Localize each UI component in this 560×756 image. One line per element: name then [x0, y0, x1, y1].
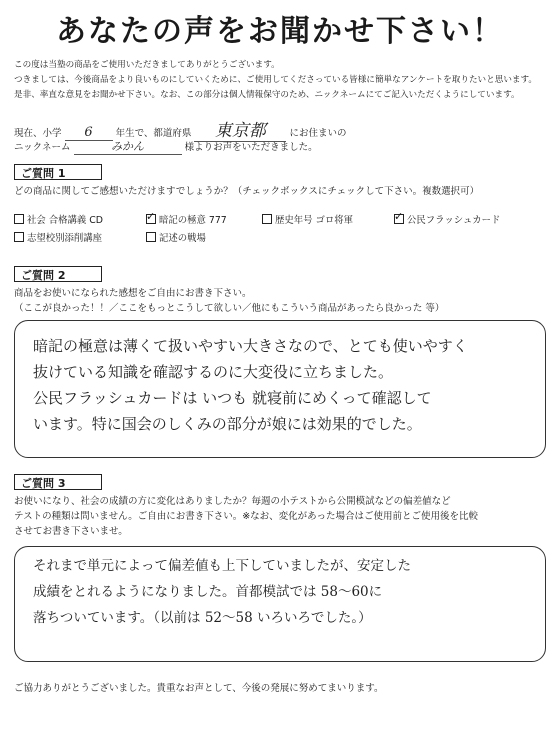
option-shakai-cd[interactable]: [14, 212, 103, 226]
option-kijutsu[interactable]: [146, 230, 206, 244]
checkbox-komin-flash[interactable]: [394, 214, 404, 224]
nickname-prefix: ニックネーム: [14, 142, 71, 153]
prefecture-suffix: にお住まいの: [289, 128, 347, 139]
intro-text: この度は当塾の商品をご使用いただきましてありがとうございます。 つきましては、今後商品をより良いものにしていくために、ご使用してくださっている皆様に簡単なアンケートを取りたいと思います。 是非、率直な意見をお聞かせ下さい。なお、この部分は個人情報保守のため、ニックネームにてご記入いただくようにしています。: [14, 60, 538, 100]
answer-2-box[interactable]: [14, 320, 546, 458]
checkbox-shiboukou[interactable]: [14, 232, 24, 242]
grade-suffix: 年生で、都道府県: [115, 128, 192, 139]
option-shiboukou[interactable]: [14, 230, 102, 244]
checkbox-kijutsu[interactable]: [146, 232, 156, 242]
option-label: 歴史年号 ゴロ将軍: [275, 215, 353, 226]
question-3-text: お使いになり、社会の成績の方に変化はありましたか？毎週の小テストから公開模試などの偏差値など テストの種類は問いません。ご自由にお書き下さい。※なお、変化があった場合はご使用前とご使用後を比較 させてお書き下さいませ。: [14, 496, 479, 537]
option-anki-gokui[interactable]: [146, 212, 227, 226]
question-1-text: どの商品に関してご感想いただけますでしょうか？（チェックボックスにチェックして下さい。複数選択可）: [14, 186, 480, 197]
question-2-label: ご質問 2: [14, 266, 102, 282]
answer-3-text: それまで単元によって偏差値も上下していましたが、安定した 成績をとれるようになりました。首都模試では 58〜60に 落ちついています。（以前は 52〜58 いろいろでした。）: [33, 558, 411, 626]
checkbox-anki-gokui[interactable]: [146, 214, 156, 224]
question-3-label: ご質問 3: [14, 474, 102, 490]
option-komin-flash[interactable]: [394, 212, 500, 226]
grade-prefix: 現在、小学: [14, 128, 62, 139]
option-label: 記述の戦場: [159, 233, 206, 244]
option-label: 社会 合格講義 CD: [27, 215, 103, 226]
option-label: 志望校別添削講座: [27, 233, 103, 244]
grade-field[interactable]: 6: [65, 125, 113, 141]
nickname-row: [14, 138, 318, 155]
checkbox-rekishi-goro[interactable]: [262, 214, 272, 224]
nickname-suffix: 様よりお声をいただきました。: [184, 142, 318, 153]
question-1-label: ご質問 1: [14, 164, 102, 180]
answer-2-text: 暗記の極意は薄くて扱いやすい大きさなので、とても使いやすく 抜けている知識を確認するのに大変役に立ちました。 公民フラッシュカードは いつも 就寝前にめくって確認して います。特に国会のしくみの部分が娘には効果的でした。: [33, 337, 468, 433]
footer-text: ご協力ありがとうございました。貴重なお声として、今後の発展に努めてまいります。: [14, 683, 384, 694]
answer-3-box[interactable]: [14, 546, 546, 662]
question-2-text: 商品をお使いになられた感想をご自由にお書き下さい。 （ここが良かった！！／ここをもっとこうして欲しい／他にもこういう商品があったら良かった 等）: [14, 288, 445, 314]
option-label: 暗記の極意 777: [159, 215, 227, 226]
checkbox-shakai-cd[interactable]: [14, 214, 24, 224]
option-label: 公民フラッシュカード: [407, 215, 501, 226]
option-rekishi-goro[interactable]: [262, 212, 353, 226]
nickname-field[interactable]: みかん: [74, 138, 182, 155]
page-title: あなたの声をお聞かせ下さい！: [56, 14, 504, 49]
prefecture-field[interactable]: 東京都: [194, 116, 286, 142]
